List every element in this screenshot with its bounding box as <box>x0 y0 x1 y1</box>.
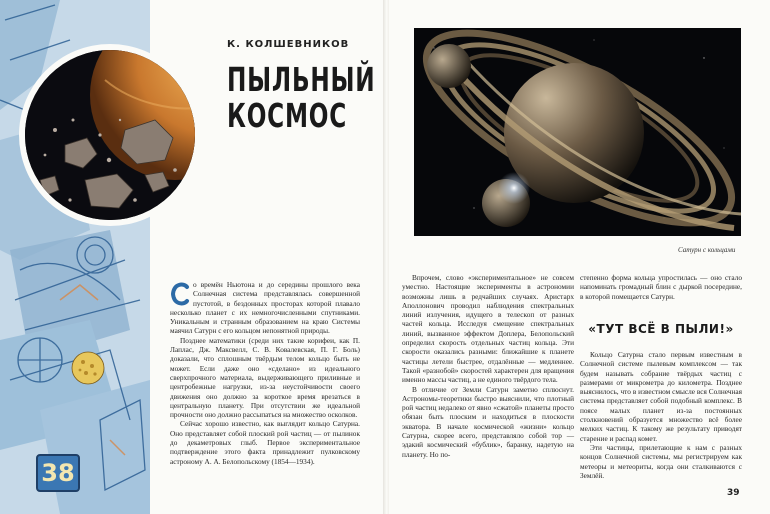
saturn-photo <box>414 28 741 236</box>
paragraph-text: Сейчас хорошо известно, как выглядит кольцо Сатурна. Оно представляет собой плоский рой частиц — от пылинок до декаметровых глыб. Первое экспериментальное подтверждение этого факта принадлежит пулковскому астроному А. А. Белопольскому (1854—1934). <box>170 419 360 466</box>
page-number-right: 39 <box>727 488 740 498</box>
right-text-column-continued <box>580 350 742 480</box>
paragraph-text: Позднее математики (среди них такие корифеи, как П. Лаплас, Дж. Максвелл, С. В. Ковалевская, П. Г. Боль) доказали, что сплошным твёрдым телом кольцо быть не может. Если даже оно «сделано» из идеального сверхпрочного материала, выдерживающего приливные и центробежные нагрузки, из-за неустойчивости своего движения оно должно за короткое время врезаться в центральную планету. При отсутствии же идеальной прочности оно должно рассыпаться на множество осколков. <box>170 335 360 420</box>
left-text-column <box>170 280 360 466</box>
paragraph-with-dropcap <box>170 280 360 336</box>
paragraph-text: В отличие от Земли Сатурн заметно сплюснут. Астрономы-теоретики быстро выяснили, что плотный рой частиц недалеко от явно «сжатой» планеты просто обязан быть плоским и находиться в плоскости экватора. В начале космической «жизни» кольцо Сатурна, скорее всего, представляло собой тор — эдакий космический «бублик», баранку, надетую на планету. Но по- <box>402 384 574 459</box>
dropcap-c-ornament <box>170 282 190 306</box>
paragraph-text: Впрочем, слово «экспериментальное» не совсем уместно. Настоящие эксперименты в астрономии возможны лишь в редчайших случаях. Аристарх Аполлонович проводил наблюдения спектральных линий излучения, идущего в телескоп от разных частей кольца. Исследуя смещение спектральных линий, вызванное эффектом Доплера, Белопольский определил скорость отдельных частиц кольца. Эти скорости оказались разными: ближайшие к планете частицы летели быстрее, отдалённые — медленнее. Такой «разнобой» скоростей характерен для вращения именно массы частиц, а не единого твёрдого тела. <box>402 273 574 385</box>
right-text-column <box>580 273 742 301</box>
paragraph-text: о времён Ньютона и до середины прошлого века Солнечная система представлялась совершенной пустотой, в бездонных просторах которой плавало несколько планет с их немногочисленными спутниками. Уникальным и странным образованием на краю Системы маячил Сатурн с его кольцом непонятной природы. <box>170 280 360 336</box>
photo-caption: Сатурн с кольцами <box>678 246 736 254</box>
page-number-left: 38 <box>36 454 80 492</box>
saturn-with-rings-image <box>414 28 741 236</box>
asteroid-illustration <box>25 50 195 220</box>
title-line-2: КОСМОС <box>227 96 348 135</box>
page-gutter <box>383 0 389 514</box>
title-line-1: ПЫЛЬНЫЙ <box>227 60 376 99</box>
middle-text-column <box>402 273 574 459</box>
section-subheading: «ТУТ ВСЁ В ПЫЛИ!» <box>588 322 734 336</box>
paragraph-text: степенно форма кольца упростилась — оно стало напоминать громадный блин с дыркой посередине, в которой помещается Сатурн. <box>580 273 742 301</box>
asteroid-belt-image <box>25 50 195 220</box>
paragraph-text: Кольцо Сатурна стало первым известным в Солнечной системе пылевым комплексом — так будем называть собрание твёрдых частиц с размерами от микрометра до километра. Позднее выяснилось, что в известном смысле вся Солнечная система представляет собой подобный комплекс. В поясе малых планет из-за постоянных столкновений образуется множество всё более мелких частиц. К такому же результату приводят старение и распад комет. <box>580 350 742 443</box>
paragraph-text: Эти частицы, прилетающие к нам с разных концов Солнечной системы, мы регистрируем как метеоры и метеориты, когда они сталкиваются с Землёй. <box>580 442 742 480</box>
article-author: К. КОЛШЕВНИКОВ <box>227 39 350 50</box>
article-title <box>227 62 375 134</box>
